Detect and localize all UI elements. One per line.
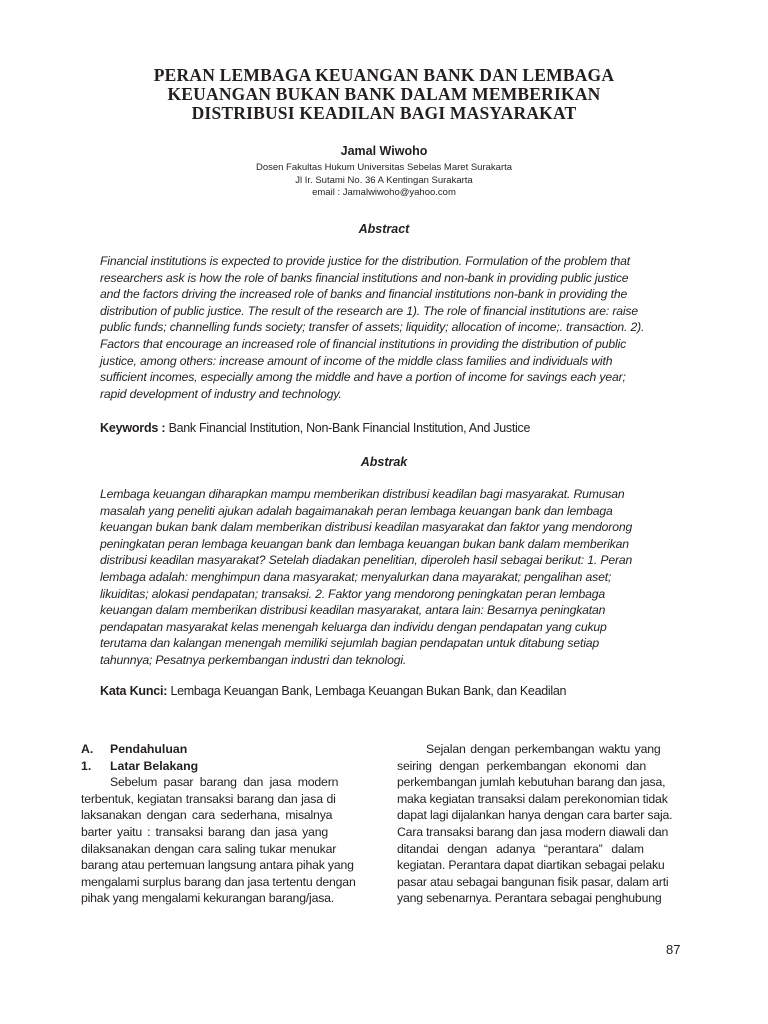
abstrak-line: likuiditas; alokasi pendapatan; transaksi. 2. Faktor yang mendorong peningkatan peran lembaga [100, 586, 606, 601]
kata-kunci-label: Kata Kunci: [100, 684, 168, 698]
body-line: seiring dengan perkembangan ekonomi dan [397, 758, 646, 773]
subsection-title: Latar Belakang [110, 758, 199, 773]
body-line: kegiatan. Perantara dapat diartikan sebagai pelaku [397, 858, 665, 873]
abstrak-text [100, 486, 668, 669]
subsection-number: 1. [81, 758, 92, 773]
abstract-line: researchers ask is how the role of banks financial institutions and non-bank in providing public justice [100, 270, 629, 285]
kata-kunci-text: Lembaga Keuangan Bank, Lembaga Keuangan Bukan Bank, dan Keadilan [167, 684, 567, 698]
body-column-left [81, 741, 368, 907]
abstract-line: public funds; channelling funds society; transfer of assets; liquidity; allocation of income;. transaction. 2). [100, 320, 645, 335]
abstrak-line: terutama dan kalangan menengah memiliki sejumlah bagian pendapatan untuk ditabung setiap [100, 636, 600, 651]
abstract-line: distribution of public justice. The result of the research are 1). The role of financial institutions are: raise [100, 303, 639, 318]
affiliation: Dosen Fakultas Hukum Universitas Sebelas Maret Surakarta [255, 162, 513, 173]
abstrak-line: keuangan bukan bank dalam memberikan distribusi keadilan masyarakat dan faktor yang mendorong [100, 520, 633, 535]
body-line: Sejalan dengan perkembangan waktu yang [426, 742, 661, 756]
abstrak-line: distribusi keadilan masyarakat? Setelah diadakan penelitian, diperoleh hasil sebagai berikut: 1. Peran [100, 553, 633, 568]
keywords [100, 420, 668, 436]
abstrak-line: lembaga adalah: menghimpun dana masyarakat; menyalurkan dana mayarakat; pengalihan aset; [100, 569, 612, 584]
abstrak-line: Lembaga keuangan diharapkan mampu memberikan distribusi keadilan bagi masyarakat. Rumusan [100, 487, 625, 501]
abstract-line: Factors that encourage an increased role of financial institutions in providing the distribution of public [100, 336, 627, 351]
body-line: pasar atau sebagai bangunan fisik pasar, dalam arti [397, 874, 669, 889]
paper-title [100, 66, 668, 123]
page-number: 87 [666, 942, 681, 957]
body-line: laksanakan dengan cara sederhana, misalnya [81, 808, 333, 823]
abstrak-line: tahunnya; Pesatnya perkembangan industri dan teknologi. [100, 652, 407, 667]
body-line: Sebelum pasar barang dan jasa modern [110, 775, 339, 790]
body-line: barter yaitu : transaksi barang dan jasa yang [81, 824, 328, 839]
body-line: dilaksanakan dengan cara saling tukar menukar [81, 841, 337, 856]
body-line: ditandai dengan adanya “perantara” dalam [397, 841, 644, 856]
abstrak-line: pendapatan masyarakat kelas menengah keluarga dan individu dengan pendapatan yang cukup [100, 619, 607, 634]
body-line: perkembangan jumlah kebutuhan barang dan jasa, [397, 775, 666, 790]
section-title: Pendahuluan [110, 742, 188, 756]
section-number: A. [81, 742, 94, 756]
title-line: KEUANGAN BUKAN BANK DALAM MEMBERIKAN [167, 84, 601, 104]
title-line: DISTRIBUSI KEADILAN BAGI MASYARAKAT [191, 103, 577, 123]
body-line: yang sebenarnya. Perantara sebagai penghubung [397, 891, 662, 906]
abstract-line: Financial institutions is expected to provide justice for the distribution. Formulation of the problem that [100, 254, 630, 268]
body-line: maka kegiatan transaksi dalam perekonomian tidak [397, 791, 668, 806]
body-line: Cara transaksi barang dan jasa modern diawali dan [397, 824, 669, 839]
keywords-text: Bank Financial Institution, Non-Bank Financial Institution, And Justice [165, 421, 531, 435]
abstrak-line: peningkatan peran lembaga keuangan bank dan lembaga keuangan bukan bank dalam memberikan [100, 536, 629, 551]
address: Jl Ir. Sutami No. 36 A Kentingan Surakarta [295, 174, 473, 186]
abstrak-line: masalah yang peneliti ajukan adalah bagaimanakah peran lembaga keuangan bank dan lembaga [100, 503, 613, 518]
abstract-heading: Abstract [358, 222, 410, 236]
body-line: dapat lagi dijalankan hanya dengan cara barter saja. [397, 808, 673, 823]
title-line: PERAN LEMBAGA KEUANGAN BANK DAN LEMBAGA [153, 65, 615, 85]
section-heading [81, 741, 368, 758]
subsection-heading [81, 758, 368, 775]
abstrak-line: keuangan dalam memberikan distribusi keadilan masyarakat, antara lain: Besarnya peningkatan [100, 603, 606, 618]
body-line: terbentuk, kegiatan transaksi barang dan jasa di [81, 791, 336, 806]
kata-kunci [100, 683, 668, 699]
author-name: Jamal Wiwoho [340, 144, 428, 158]
body-line: pihak yang mengalami kekurangan barang/jasa. [81, 891, 335, 906]
abstract-line: sufficient incomes, especially among the middle and have a portion of income for savings each year; [100, 370, 626, 385]
abstract-line: justice, among others: increase amount of income of the middle class families and individuals with [100, 353, 613, 368]
abstract-line: and the factors driving the increased role of banks and financial institutions non-bank in providing the [100, 287, 628, 302]
body-line: mengalami surplus barang dan jasa tertentu dengan [81, 874, 356, 889]
body-line: barang atau pertemuan langsung antara pihak yang [81, 858, 354, 873]
abstract-line: rapid development of industry and technology. [100, 386, 342, 401]
abstract-text [100, 253, 668, 402]
email: email : Jamalwiwoho@yahoo.com [312, 187, 456, 198]
abstrak-heading: Abstrak [360, 455, 408, 469]
author-affiliation-block [100, 162, 668, 200]
body-column-right [397, 741, 684, 907]
keywords-label: Keywords : [100, 421, 166, 435]
